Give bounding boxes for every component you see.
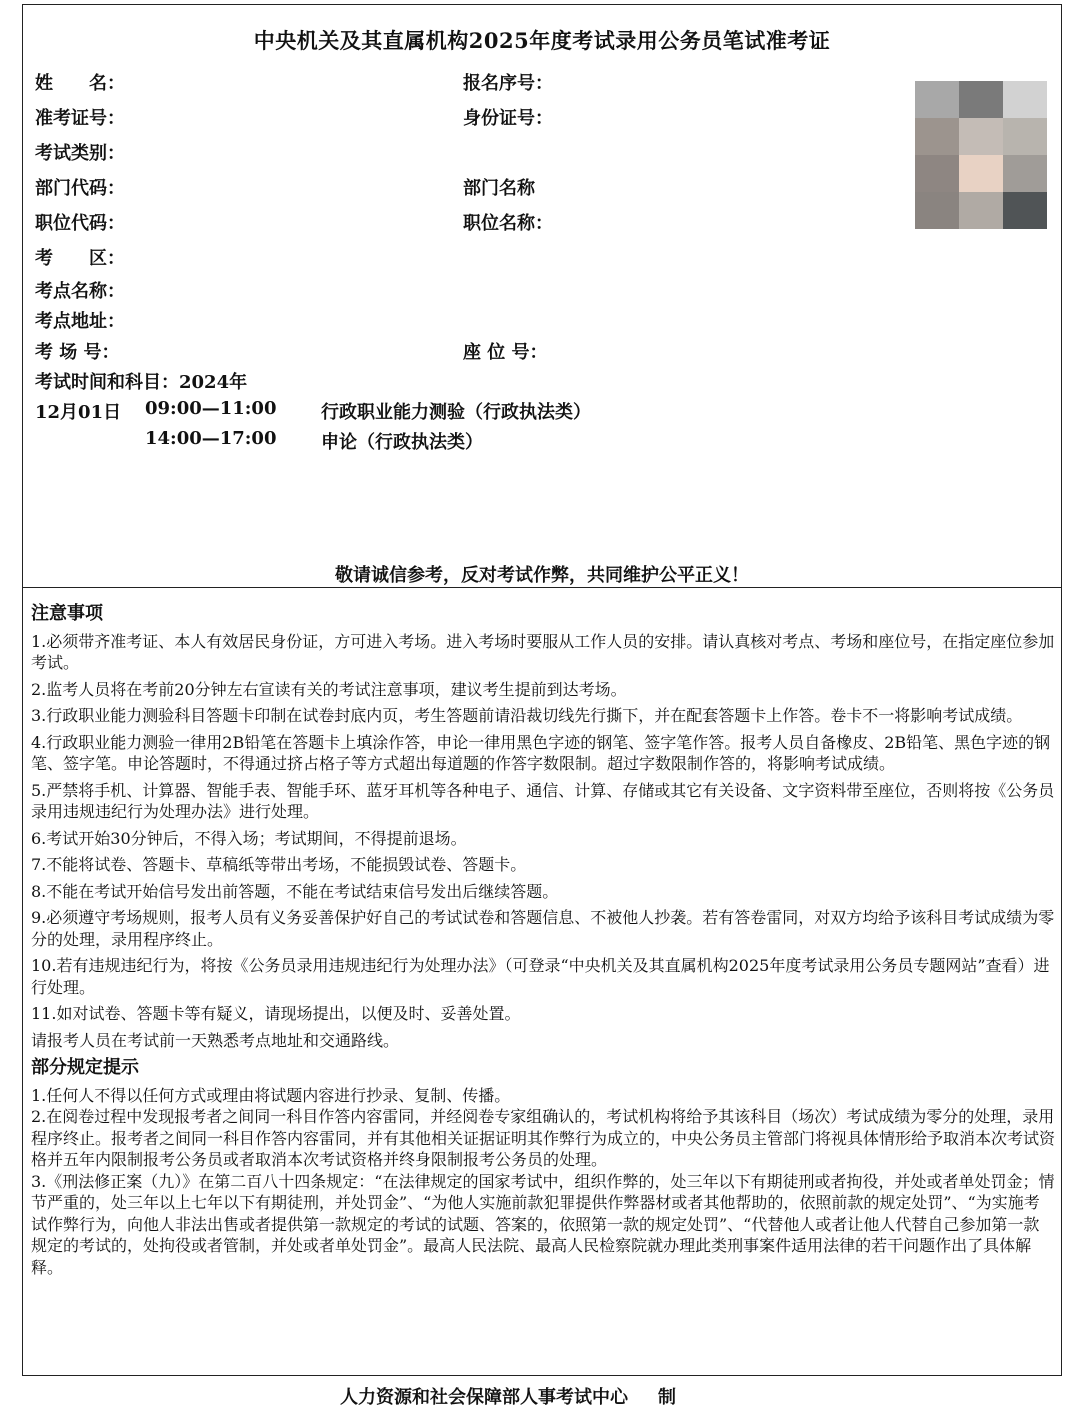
issuer-name: 人力资源和社会保障部人事考试中心 — [340, 1387, 628, 1408]
integrity-slogan: 敬请诚信参考，反对考试作弊，共同维护公平正义！ — [335, 565, 749, 586]
photo-pixel — [915, 81, 959, 118]
schedule-heading: 考试时间和科目：2024年 — [35, 372, 248, 393]
registration-number-label: 报名序号： — [463, 73, 553, 94]
photo-pixel — [959, 155, 1003, 192]
notice-item: 9.必须遵守考场规则，报考人员有义务妥善保护好自己的考试试卷和答题信息、不被他人抄袭。若有答卷雷同，对双方均给予该科目考试成绩为零分的处理，录用程序终止。 — [31, 908, 1055, 949]
issuer-footer — [340, 1383, 676, 1409]
photo-pixel — [915, 118, 959, 155]
document-title: 中央机关及其直属机构2025年度考试录用公务员笔试准考证 — [253, 28, 831, 53]
notice-item: 10.若有违规违纪行为，将按《公务员录用违规违纪行为处理办法》（可登录“中央机关及其直属机构2025年度考试录用公务员专题网站”查看）进行处理。 — [31, 956, 1050, 997]
notice-item: 11.如对试卷、答题卡等有疑义，请现场提出，以便及时、妥善处置。 — [31, 1004, 521, 1023]
seat-number-label: 座 位 号： — [463, 342, 548, 363]
position-code-label: 职位代码： — [35, 213, 125, 234]
photo-pixel — [959, 81, 1003, 118]
issuer-made-mark: 制 — [658, 1387, 676, 1408]
department-name-label: 部门名称 — [463, 178, 535, 199]
position-name-label: 职位名称： — [463, 213, 553, 234]
session-time: 14:00—17:00 — [145, 428, 277, 449]
photo-pixel — [959, 192, 1003, 229]
notice-item: 2.监考人员将在考前20分钟左右宣读有关的考试注意事项，建议考生提前到达考场。 — [31, 679, 627, 699]
session-time: 09:00—11:00 — [145, 398, 277, 419]
exam-site-address-label: 考点地址： — [35, 311, 125, 332]
ticket-number-label: 准考证号： — [35, 108, 125, 129]
photo-pixel — [915, 192, 959, 229]
notices-closing: 请报考人员在考试前一天熟悉考点地址和交通路线。 — [31, 1030, 400, 1050]
photo-pixel — [1003, 118, 1047, 155]
exam-site-name-label: 考点名称： — [35, 281, 125, 302]
notice-item: 7.不能将试卷、答题卡、草稿纸等带出考场，不能损毁试卷、答题卡。 — [31, 855, 527, 874]
notice-item: 5.严禁将手机、计算器、智能手表、智能手环、蓝牙耳机等各种电子、通信、计算、存储或其它有关设备、文字资料带至座位，否则将按《公务员录用违规违纪行为处理办法》进行处理。 — [31, 780, 1055, 821]
notice-item: 1.必须带齐准考证、本人有效居民身份证，方可进入考场。进入考场时要服从工作人员的安排。请认真核对考点、考场和座位号，在指定座位参加考试。 — [31, 631, 1055, 672]
name-label: 姓 名： — [35, 73, 125, 94]
notices-heading: 注意事项 — [31, 603, 103, 624]
id-number-label: 身份证号： — [463, 108, 553, 129]
notices-section — [31, 599, 1055, 1278]
photo-pixel — [1003, 192, 1047, 229]
exam-room-number-label: 考 场 号： — [35, 342, 120, 363]
rule-item: 2.在阅卷过程中发现报考者之间同一科目作答内容雷同，并经阅卷专家组确认的，考试机构将给予其该科目（场次）考试成绩为零分的处理，录用程序终止。报考者之间同一科目作答内容雷同，并有其他相关证据证明其作弊行为成立的，中央公务员主管部门将视具体情形给予取消本次考试资格并五年内限制报考公务员或者取消本次考试资格并终身限制报考公务员的处理。 — [31, 1107, 1056, 1169]
session-subject: 行政职业能力测验（行政执法类） — [321, 402, 591, 423]
photo-pixel — [1003, 155, 1047, 192]
notice-item: 8.不能在考试开始信号发出前答题，不能在考试结束信号发出后继续答题。 — [31, 881, 559, 901]
photo-pixel — [959, 118, 1003, 155]
exam-type-label: 考试类别： — [35, 143, 125, 164]
photo-pixel — [1003, 81, 1047, 118]
admission-ticket — [22, 4, 1062, 1376]
session-subject: 申论（行政执法类） — [321, 432, 483, 453]
photo-pixel — [915, 155, 959, 192]
rule-item: 1.任何人不得以任何方式或理由将试题内容进行抄录、复制、传播。 — [31, 1085, 511, 1105]
rule-item: 3.《刑法修正案（九）》在第二百八十四条规定：“在法律规定的国家考试中，组织作弊的，处三年以下有期徒刑或者拘役，并处或者单处罚金；情节严重的，处三年以上七年以下有期徒刑，并处罚金”、“为他人实施前款犯罪提供作弊器材或者其他帮助的，依照前款的规定处罚”、“为实施考试作弊行为，向他人非法出售或者提供第一款规定的考试的试题、答案的，依照第一款的规定处罚”、“代替他人或者让他人代替自己参加第一款规定的考试的，处拘役或者管制，并处或者单处罚金”。最高人民法院、最高人民检察院就办理此类刑事案件适用法律的若干问题作出了具体解释。 — [31, 1171, 1055, 1277]
exam-date: 12月01日 — [35, 402, 122, 423]
notice-item: 3.行政职业能力测验科目答题卡印制在试卷封底内页，考生答题前请沿裁切线先行撕下，并在配套答题卡上作答。卷卡不一将影响考试成绩。 — [31, 706, 1023, 725]
department-code-label: 部门代码： — [35, 178, 125, 199]
rules-heading: 部分规定提示 — [31, 1057, 139, 1078]
candidate-photo — [915, 81, 1047, 229]
exam-district-label: 考 区： — [35, 248, 125, 269]
candidate-info-section — [23, 5, 1061, 588]
notice-item: 6.考试开始30分钟后，不得入场；考试期间，不得提前退场。 — [31, 828, 467, 848]
notice-item: 4.行政职业能力测验一律用2B铅笔在答题卡上填涂作答，申论一律用黑色字迹的钢笔、签字笔作答。报考人员自备橡皮、2B铅笔、黑色字迹的钢笔、签字笔。申论答题时，不得通过挤占格子等方式超出每道题的作答字数限制。超过字数限制作答的，将影响考试成绩。 — [31, 732, 1051, 773]
